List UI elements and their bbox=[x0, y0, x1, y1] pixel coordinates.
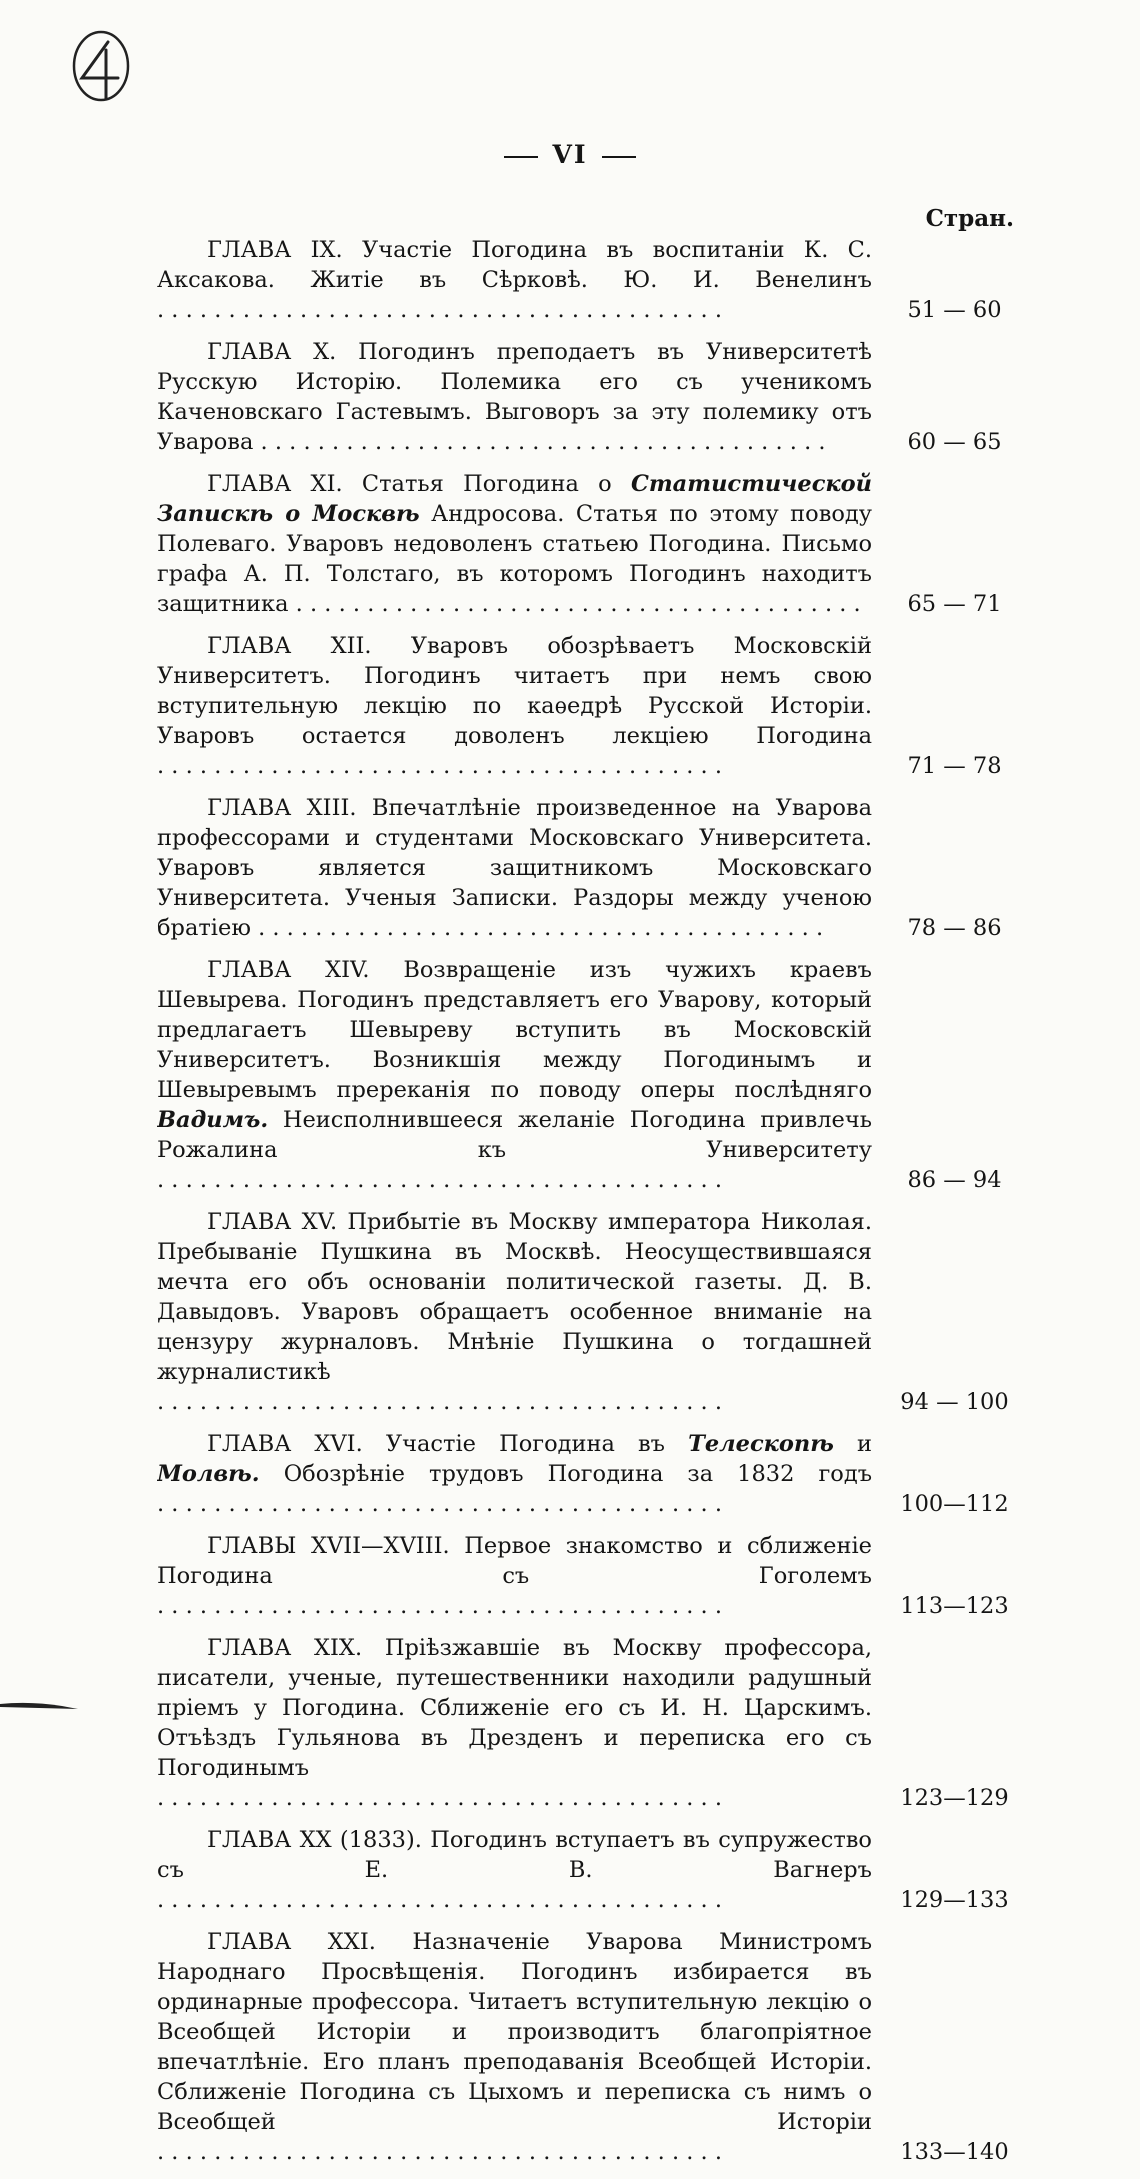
chapter-label: ГЛАВА XI. bbox=[207, 471, 343, 497]
chapter-summary-start: Участіе Погодина въ bbox=[385, 1431, 665, 1457]
chapter-summary-end: Обозрѣніе трудовъ Погодина за 1832 годъ bbox=[283, 1461, 872, 1487]
chapter-label: ГЛАВА XVI. bbox=[207, 1431, 363, 1457]
chapter-summary-middle: и bbox=[857, 1431, 872, 1457]
table-of-contents bbox=[157, 235, 1017, 2179]
toc-entry-chapter-10 bbox=[157, 337, 1017, 457]
left-dash bbox=[504, 156, 538, 158]
page-range: 133—140 bbox=[900, 2139, 1009, 2165]
chapter-summary: Первое знакомство и сближеніе Погодина съ Гоголемъ bbox=[157, 1533, 872, 1589]
chapter-label: ГЛАВА XIII. bbox=[207, 795, 357, 821]
chapter-summary: Прибытіе въ Москву императора Николая. Пребываніе Пушкина въ Москвѣ. Неосуществившаяся мечта его объ основаніи политической газеты. Д. В. Давыдовъ. Уваровъ обращаетъ особенное вниманіе на цензуру журналовъ. Мнѣніе Пушкина о тогдашней журналистикѣ bbox=[157, 1209, 872, 1385]
chapter-label: ГЛАВА XIX. bbox=[207, 1635, 363, 1661]
chapter-summary-end: Неисполнившееся желаніе Погодина привлечь Рожалина къ Университету bbox=[157, 1107, 872, 1163]
toc-entry-chapter-11 bbox=[157, 469, 1017, 619]
toc-entry-chapter-9 bbox=[157, 235, 1017, 325]
page-range: 65 — 71 bbox=[907, 591, 1002, 617]
page-range: 129—133 bbox=[900, 1887, 1009, 1913]
chapter-summary: Погодинъ преподаетъ въ Университетѣ Русскую Исторію. Полемика его съ ученикомъ Каченовскаго Гастевымъ. Выговоръ за эту полемику отъ Уварова bbox=[157, 339, 872, 455]
chapter-label: ГЛАВА IX. bbox=[207, 237, 343, 263]
chapter-summary: Назначеніе Уварова Министромъ Народнаго Просвѣщенія. Погодинъ избирается въ ординарные профессора. Читаетъ вступительную лекцію о Всеобщей Исторіи и производитъ благопріятное впечатлѣніе. Его планъ преподаванія Всеобщей Исторіи. Сближеніе Погодина съ Цыхомъ и переписка съ нимъ о Всеобщей Исторіи bbox=[157, 1929, 872, 2135]
chapter-label: ГЛАВА XII. bbox=[207, 633, 372, 659]
chapter-summary-start: Возвращеніе изъ чужихъ краевъ Шевырева. Погодинъ представляетъ его Уварову, который предлагаетъ Шевыреву вступить въ Московскій Университетъ. Возникшія между Погодинымъ и Шевыревымъ пререканія по поводу оперы послѣдняго bbox=[157, 957, 872, 1103]
italic-title-2: Молвѣ. bbox=[157, 1461, 260, 1487]
chapter-summary: Уваровъ обозрѣваетъ Московскій Университетъ. Погодинъ читаетъ при немъ свою вступительную лекцію по каѳедрѣ Русской Исторіи. Уваровъ остается доволенъ лекціею Погодина bbox=[157, 633, 872, 749]
chapter-summary: Погодинъ вступаетъ въ супружество съ Е. В. Вагнеръ bbox=[157, 1827, 872, 1883]
page-range: 100—112 bbox=[900, 1491, 1009, 1517]
italic-title: Телескопѣ bbox=[688, 1431, 834, 1457]
toc-entry-chapter-13 bbox=[157, 793, 1017, 943]
italic-title: Статистической Запискѣ о Москвѣ bbox=[157, 471, 872, 527]
chapter-summary-start: Статья Погодина о bbox=[361, 471, 612, 497]
page-range: 86 — 94 bbox=[907, 1167, 1002, 1193]
chapter-summary-end: Андросова. Статья по этому поводу Полеваго. Уваровъ недоволенъ статьею Погодина. Письмо графа А. П. Толстаго, въ которомъ Погодинъ находитъ защитника bbox=[157, 501, 872, 617]
chapter-label: ГЛАВЫ XVII—XVIII. bbox=[207, 1533, 450, 1559]
toc-entry-chapter-16 bbox=[157, 1429, 1017, 1519]
toc-entry-chapter-15 bbox=[157, 1207, 1017, 1417]
chapter-label: ГЛАВА XX (1833). bbox=[207, 1827, 422, 1853]
page-number: VI bbox=[552, 140, 588, 169]
page-range: 123—129 bbox=[900, 1785, 1009, 1811]
chapter-label: ГЛАВА X. bbox=[207, 339, 337, 365]
chapter-label: ГЛАВА XXI. bbox=[207, 1929, 376, 1955]
ink-smudge bbox=[0, 1700, 78, 1710]
chapter-label: ГЛАВА XIV. bbox=[207, 957, 370, 983]
page-range: 71 — 78 bbox=[907, 753, 1002, 779]
page-range: 51 — 60 bbox=[907, 297, 1002, 323]
italic-title: Вадимъ. bbox=[157, 1107, 269, 1133]
chapter-summary: Участіе Погодина въ воспитаніи К. С. Аксакова. Житіе въ Сѣрковѣ. Ю. И. Венелинъ bbox=[157, 237, 872, 293]
right-dash bbox=[602, 156, 636, 158]
page-range: 94 — 100 bbox=[900, 1389, 1009, 1415]
toc-entry-chapter-14 bbox=[157, 955, 1017, 1195]
handwritten-folio-mark bbox=[68, 28, 134, 108]
toc-entry-chapters-17-18 bbox=[157, 1531, 1017, 1621]
toc-entry-chapter-21 bbox=[157, 1927, 1017, 2167]
page-range: 78 — 86 bbox=[907, 915, 1002, 941]
toc-entry-chapter-12 bbox=[157, 631, 1017, 781]
toc-entry-chapter-19 bbox=[157, 1633, 1017, 1813]
chapter-summary: Впечатлѣніе произведенное на Уварова профессорами и студентами Московскаго Университета. Уваровъ является защитникомъ Московскаго Университета. Ученыя Записки. Раздоры между ученою братіею bbox=[157, 795, 872, 941]
page-number-header bbox=[0, 140, 1140, 169]
toc-entry-chapter-20 bbox=[157, 1825, 1017, 1915]
page-range: 113—123 bbox=[900, 1593, 1009, 1619]
pages-column-header: Стран. bbox=[925, 205, 1014, 232]
chapter-summary: Пріѣзжавшіе въ Москву профессора, писатели, ученые, путешественники находили радушный пріемъ у Погодина. Сближеніе его съ И. Н. Царскимъ. Отъѣздъ Гульянова въ Дрезденъ и переписка его съ Погодинымъ bbox=[157, 1635, 872, 1781]
chapter-label: ГЛАВА XV. bbox=[207, 1209, 338, 1235]
page-range: 60 — 65 bbox=[907, 429, 1002, 455]
